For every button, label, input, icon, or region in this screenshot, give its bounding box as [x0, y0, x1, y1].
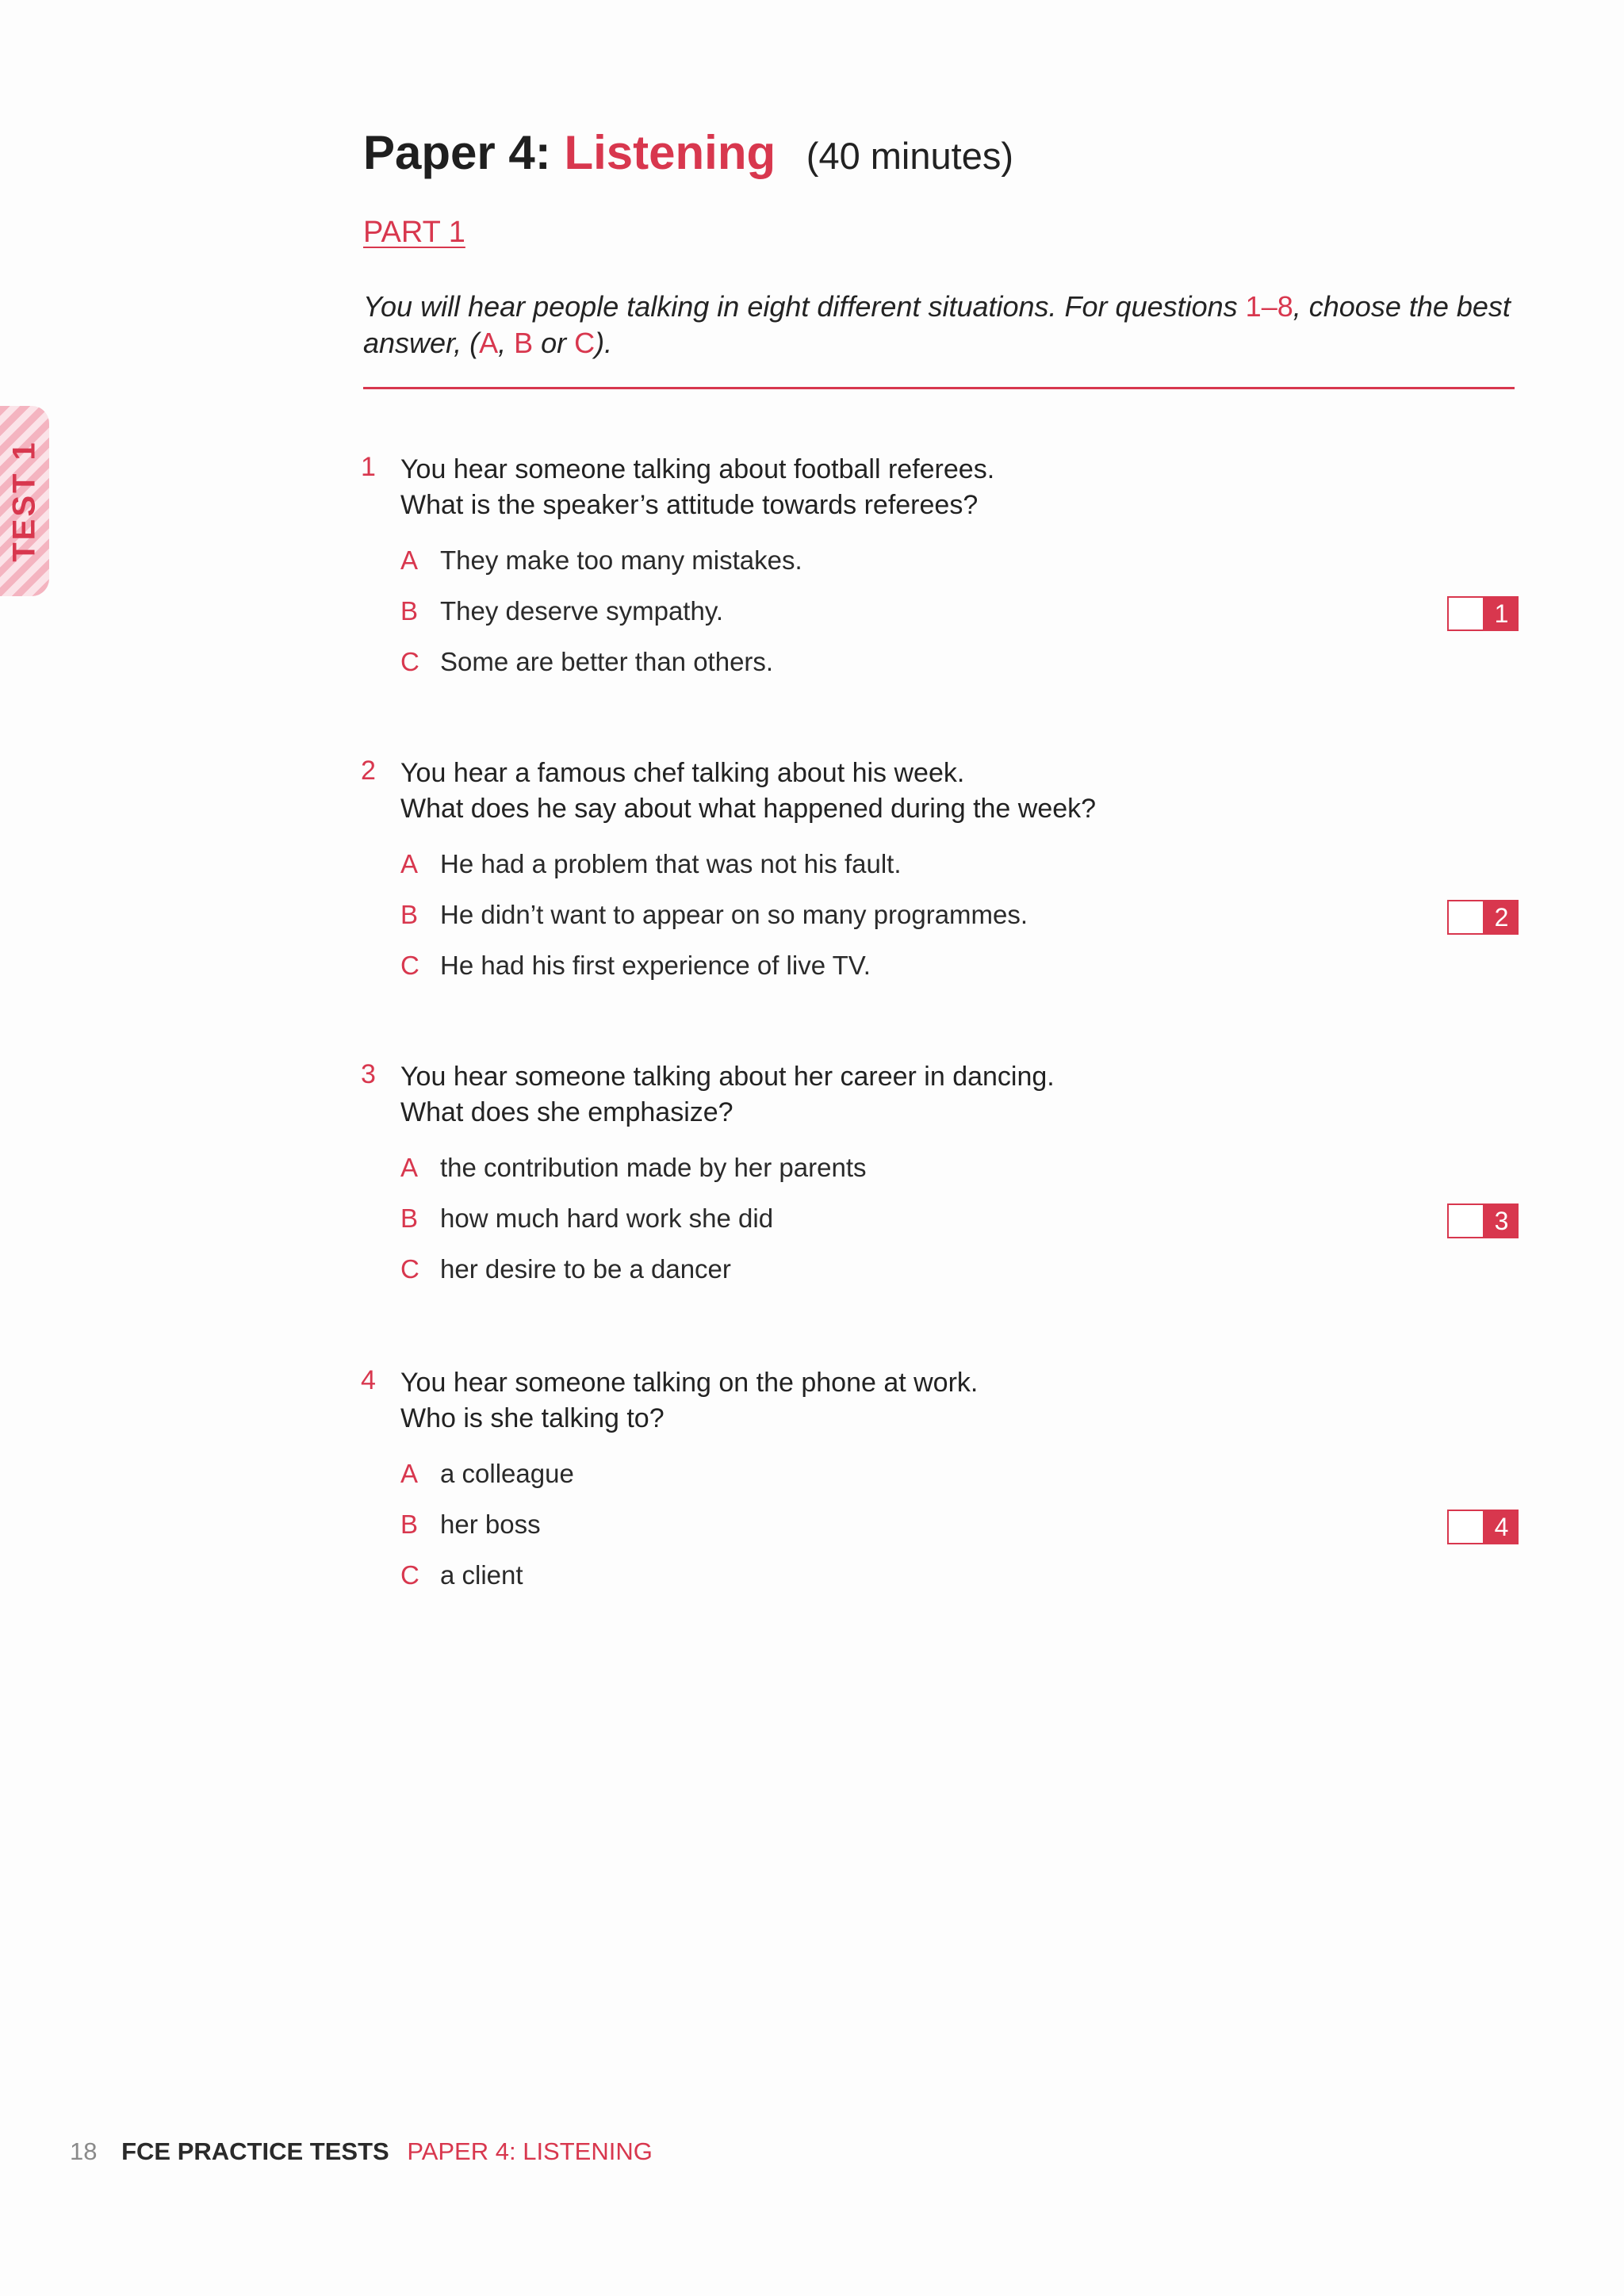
instructions-letter-b: B [514, 327, 534, 359]
page-title [363, 125, 1013, 180]
answer-field[interactable] [1447, 1203, 1484, 1238]
option-letter: B [400, 900, 419, 929]
instructions-comma: , [498, 327, 515, 359]
book-title: FCE PRACTICE TESTS [121, 2137, 389, 2165]
question-line-2: What does she emphasize? [400, 1097, 733, 1127]
option-text: They deserve sympathy. [440, 596, 724, 626]
option-text: her boss [440, 1510, 541, 1539]
part-heading: PART 1 [363, 216, 465, 249]
option-text: He didn’t want to appear on so many programmes. [440, 900, 1028, 929]
answer-field[interactable] [1447, 596, 1484, 631]
answer-box-1[interactable] [1447, 596, 1519, 631]
option-text: Some are better than others. [440, 647, 774, 676]
title-duration: (40 minutes) [806, 135, 1014, 177]
option-c[interactable] [400, 647, 773, 677]
answer-box-number: 3 [1484, 1203, 1519, 1238]
option-letter: A [400, 1459, 419, 1488]
option-letter: A [400, 1153, 419, 1182]
question-number: 3 [361, 1059, 376, 1089]
option-b[interactable] [400, 1203, 773, 1234]
option-letter: A [400, 545, 419, 575]
option-a[interactable] [400, 849, 902, 879]
option-letter: B [400, 1203, 419, 1233]
answer-box-number: 1 [1484, 596, 1519, 631]
question-line-2: What does he say about what happened during the week? [400, 794, 1097, 824]
question-text [400, 1365, 978, 1437]
instructions-text-1: You will hear people talking in eight different situations. For questions [363, 290, 1246, 323]
page-number: 18 [70, 2137, 98, 2165]
question-line-2: Who is she talking to? [400, 1403, 665, 1433]
option-b[interactable] [400, 900, 1028, 930]
footer-section: PAPER 4: LISTENING [407, 2137, 653, 2165]
option-text: He had his first experience of live TV. [440, 951, 871, 980]
question-line-1: You hear someone talking on the phone at work. [400, 1368, 979, 1398]
option-c[interactable] [400, 951, 871, 981]
option-a[interactable] [400, 1459, 574, 1489]
option-text: They make too many mistakes. [440, 545, 802, 575]
option-b[interactable] [400, 596, 723, 626]
question-text [400, 756, 1096, 827]
option-b[interactable] [400, 1510, 541, 1540]
option-text: a colleague [440, 1459, 574, 1488]
page-footer [70, 2137, 653, 2166]
question-number: 1 [361, 452, 376, 482]
option-letter: A [400, 849, 419, 878]
answer-field[interactable] [1447, 1510, 1484, 1544]
answer-box-number: 4 [1484, 1510, 1519, 1544]
option-letter: C [400, 647, 419, 676]
instructions-letter-c: C [574, 327, 596, 359]
question-text [400, 1059, 1055, 1131]
question-number: 2 [361, 756, 376, 786]
test-side-tab [0, 406, 49, 596]
instructions-range: 1–8 [1245, 290, 1293, 323]
question-text [400, 452, 994, 523]
answer-field[interactable] [1447, 900, 1484, 935]
answer-box-4[interactable] [1447, 1510, 1519, 1544]
title-skill: Listening [564, 126, 776, 179]
instructions [363, 289, 1521, 362]
instructions-text-2: , choose the best answer, ( [363, 290, 1511, 359]
title-paper: Paper 4: [363, 126, 551, 179]
instructions-end: ). [595, 327, 613, 359]
option-letter: B [400, 596, 419, 626]
option-a[interactable] [400, 545, 802, 576]
option-letter: C [400, 951, 419, 980]
question-line-1: You hear someone talking about football referees. [400, 454, 995, 484]
divider [363, 387, 1515, 389]
question-line-1: You hear a famous chef talking about his week. [400, 758, 965, 788]
option-text: her desire to be a dancer [440, 1254, 731, 1284]
option-c[interactable] [400, 1254, 731, 1284]
option-letter: C [400, 1560, 419, 1590]
question-line-2: What is the speaker’s attitude towards referees? [400, 490, 979, 520]
option-letter: B [400, 1510, 419, 1539]
option-text: how much hard work she did [440, 1203, 774, 1233]
question-number: 4 [361, 1365, 376, 1395]
answer-box-2[interactable] [1447, 900, 1519, 935]
option-c[interactable] [400, 1560, 523, 1590]
question-line-1: You hear someone talking about her career in dancing. [400, 1062, 1055, 1092]
side-tab-label: TEST 1 [6, 440, 42, 562]
option-letter: C [400, 1254, 419, 1284]
option-text: He had a problem that was not his fault. [440, 849, 902, 878]
option-text: a client [440, 1560, 523, 1590]
option-a[interactable] [400, 1153, 867, 1183]
instructions-or: or [533, 327, 575, 359]
answer-box-number: 2 [1484, 900, 1519, 935]
answer-box-3[interactable] [1447, 1203, 1519, 1238]
instructions-letter-a: A [479, 327, 499, 359]
option-text: the contribution made by her parents [440, 1153, 867, 1182]
